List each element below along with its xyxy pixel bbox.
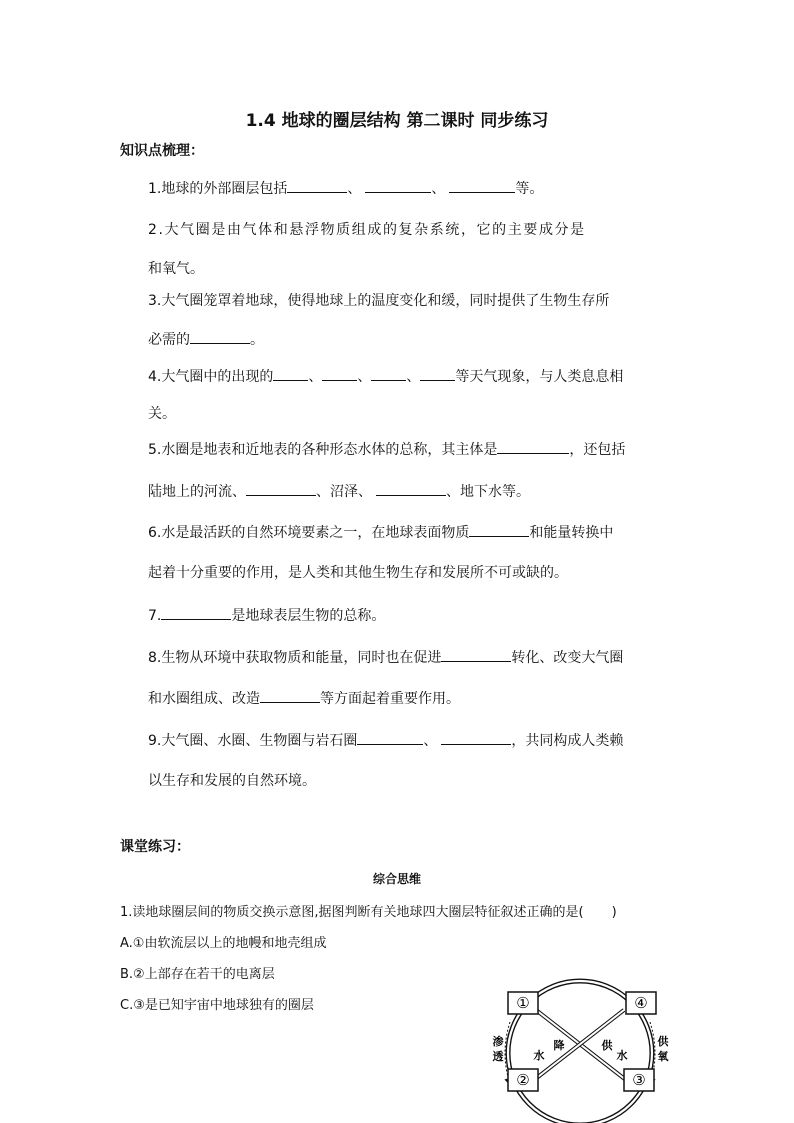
item-5-text-5: 、地下水等。: [446, 484, 530, 500]
node-2-label: ②: [516, 1071, 530, 1089]
fill-blank[interactable]: [441, 646, 511, 662]
fill-blank[interactable]: [287, 177, 347, 193]
item-1: [148, 177, 543, 200]
fill-blank[interactable]: [246, 480, 316, 496]
fill-blank[interactable]: [376, 480, 446, 496]
fill-blank[interactable]: [322, 365, 357, 381]
fill-blank[interactable]: [497, 438, 569, 454]
item-3-text: 必需的: [148, 332, 190, 348]
item-5-line1: [148, 438, 625, 461]
section-class-heading: 课堂练习：: [120, 839, 190, 855]
label-shen: 渗: [492, 1035, 504, 1048]
item-8-text-4: 等方面起着重要作用。: [320, 691, 460, 707]
item-5-text: 5.水圈是地表和近地表的各种形态水体的总称，其主体是: [148, 442, 498, 458]
option-b: B.②上部存在若干的电离层: [120, 967, 275, 982]
fill-blank[interactable]: [190, 328, 250, 344]
node-3-label: ③: [632, 1071, 646, 1089]
item-4-line1: [148, 365, 623, 388]
separator: 、: [406, 369, 421, 385]
item-7-text: 是地球表层生物的总称。: [231, 608, 386, 624]
item-5-text-4: 、沼泽、: [316, 484, 372, 500]
section-knowledge-heading: 知识点梳理：: [120, 143, 204, 159]
node-1-label: ①: [516, 994, 530, 1012]
item-8-text-3: 和水圈组成、改造: [148, 691, 260, 707]
fill-blank[interactable]: [365, 177, 431, 193]
option-a: A.①由软流层以上的地幔和地壳组成: [120, 936, 327, 951]
fill-blank[interactable]: [441, 729, 511, 745]
item-7: [148, 604, 385, 627]
label-shui-right: 水: [616, 1049, 628, 1062]
fill-blank[interactable]: [273, 365, 308, 381]
item-1-text: 1.地球的外部圈层包括: [148, 181, 288, 197]
item-5-text-3: 陆地上的河流、: [148, 484, 246, 500]
page-title: 1.4 地球的圈层结构 第二课时 同步练习: [245, 111, 549, 131]
question-close-paren: ): [611, 905, 617, 920]
item-3-line1: 3.大气圈笼罩着地球，使得地球上的温度变化和缓，同时提供了生物生存所: [148, 293, 610, 309]
separator: 、: [431, 181, 446, 197]
separator: 、: [308, 369, 323, 385]
label-shui-left: 水: [533, 1049, 545, 1062]
item-1-end: 等。: [515, 181, 544, 197]
sphere-exchange-diagram: [478, 950, 674, 1123]
item-9-line2: 以生存和发展的自然环境。: [148, 773, 316, 789]
item-4-text: 4.大气圈中的出现的: [148, 369, 274, 385]
fill-blank[interactable]: [357, 729, 423, 745]
item-3-end: 。: [250, 332, 264, 348]
label-gong-side: 供: [657, 1035, 669, 1048]
fill-blank[interactable]: [371, 365, 406, 381]
item-4-line2: 关。: [148, 406, 176, 422]
subheading: 综合思维: [372, 872, 421, 886]
item-6-text-2: 和能量转换中: [529, 525, 614, 541]
item-6-text: 6.水是最活跃的自然环境要素之一，在地球表面物质: [148, 525, 470, 541]
label-jiang: 降: [553, 1039, 565, 1052]
question-stem: [120, 903, 617, 923]
item-3-line2: [148, 328, 264, 351]
fill-blank[interactable]: [420, 365, 455, 381]
item-6-line1: [148, 521, 613, 544]
item-9-line1: [148, 729, 623, 752]
item-6-line2: 起着十分重要的作用，是人类和其他生物生存和发展所不可或缺的。: [148, 565, 568, 581]
separator: 、: [347, 181, 362, 197]
item-8-text-2: 转化、改变大气圈: [511, 650, 624, 666]
fill-blank[interactable]: [260, 687, 320, 703]
item-2-line2: 和氧气。: [148, 261, 204, 277]
separator: 、: [423, 733, 438, 749]
item-9-text-2: ，共同构成人类赖: [511, 733, 624, 749]
item-8-line1: [148, 646, 623, 669]
item-4-text-2: 等天气现象，与人类息息相: [455, 369, 624, 385]
option-c: C.③是已知宇宙中地球独有的圈层: [120, 998, 314, 1013]
item-7-number: 7.: [148, 608, 162, 624]
item-2-line1: 2.大气圈是由气体和悬浮物质组成的复杂系统，它的主要成分是: [148, 222, 586, 238]
fill-blank[interactable]: [469, 521, 529, 537]
separator: 、: [357, 369, 372, 385]
item-8-line2: [148, 687, 460, 710]
label-tou: 透: [492, 1050, 504, 1063]
item-8-text: 8.生物从环境中获取物质和能量，同时也在促进: [148, 650, 442, 666]
item-9-text: 9.大气圈、水圈、生物圈与岩石圈: [148, 733, 358, 749]
item-5-line2: [148, 480, 530, 503]
node-4-label: ④: [634, 994, 648, 1012]
question-text: 1.读地球圈层间的物质交换示意图,据图判断有关地球四大圈层特征叙述正确的是(: [120, 905, 584, 920]
fill-blank[interactable]: [161, 604, 231, 620]
item-5-text-2: ，还包括: [569, 442, 626, 458]
fill-blank[interactable]: [449, 177, 515, 193]
label-yang: 氧: [657, 1050, 669, 1063]
label-gong: 供: [601, 1039, 613, 1052]
